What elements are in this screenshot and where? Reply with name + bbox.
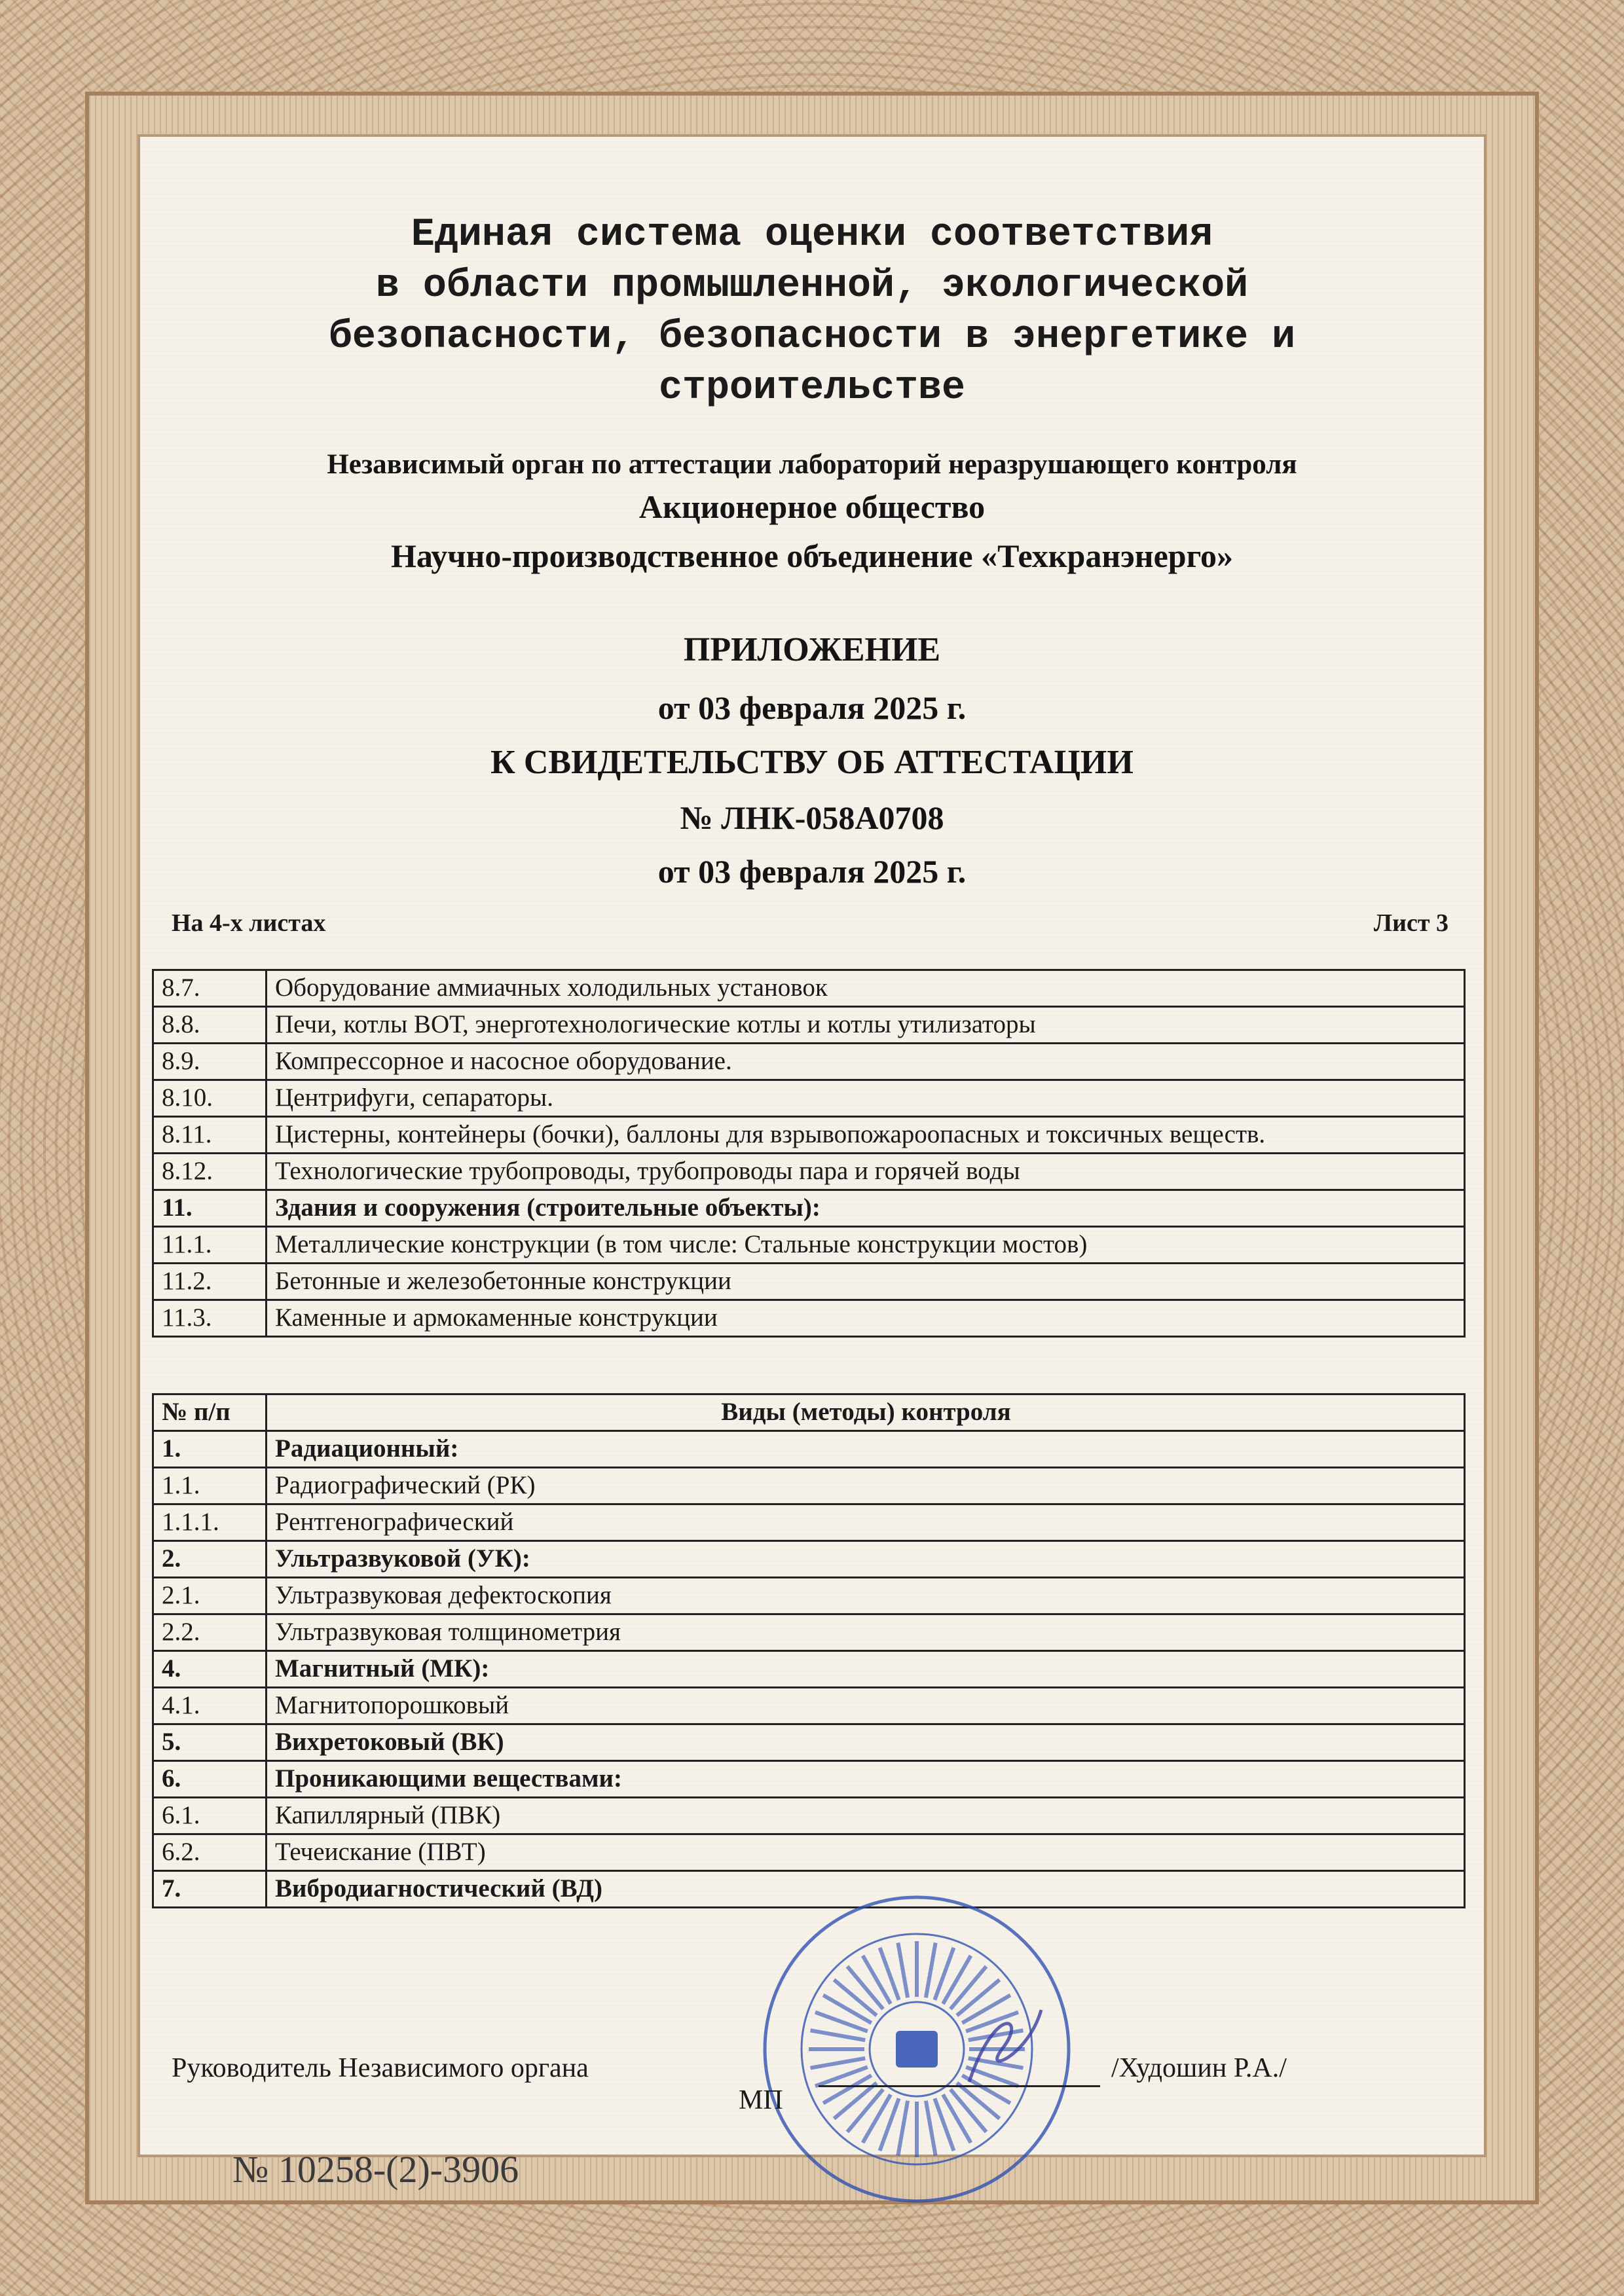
- table-row: [153, 1431, 1465, 1468]
- row-number: 5.: [153, 1724, 267, 1761]
- row-text: Металлические конструкции (в том числе: Стальные конструкции мостов): [267, 1227, 1465, 1264]
- annex-title: ПРИЛОЖЕНИЕ: [683, 631, 941, 668]
- row-text: Магнитный (МК):: [267, 1651, 1465, 1688]
- row-text: Капиллярный (ПВК): [267, 1798, 1465, 1834]
- methods-header-row: [153, 1394, 1465, 1431]
- row-number: 8.10.: [153, 1080, 267, 1117]
- signature-name: /Худошин Р.А./: [1111, 2053, 1287, 2083]
- table-row: [153, 1504, 1465, 1541]
- row-number: 6.: [153, 1761, 267, 1798]
- header-num: № п/п: [153, 1394, 267, 1431]
- table-row: [153, 1724, 1465, 1761]
- row-text: Вибродиагностический (ВД): [267, 1871, 1465, 1908]
- row-text: Радиационный:: [267, 1431, 1465, 1468]
- table-row: [153, 1190, 1465, 1227]
- table-row: [153, 1154, 1465, 1190]
- table-row: [153, 1651, 1465, 1688]
- sheets-total: На 4-х листах: [172, 909, 326, 937]
- row-text: Магнитопорошковый: [267, 1688, 1465, 1724]
- row-number: 8.8.: [153, 1007, 267, 1044]
- row-text: Ультразвуковая толщинометрия: [267, 1614, 1465, 1651]
- methods-table: [152, 1393, 1466, 1908]
- table-row: [153, 1300, 1465, 1337]
- form-number: № 10258-(2)-3906: [232, 2148, 519, 2191]
- row-text: Каменные и армокаменные конструкции: [267, 1300, 1465, 1337]
- annex-date: от 03 февраля 2025 г.: [657, 689, 967, 726]
- system-title-line-3: безопасности, безопасности в энергетике и: [328, 315, 1296, 359]
- row-text: Рентгенографический: [267, 1504, 1465, 1541]
- org-type: Акционерное общество: [638, 488, 986, 525]
- row-number: 6.1.: [153, 1798, 267, 1834]
- table-row: [153, 1007, 1465, 1044]
- header-title: Виды (методы) контроля: [267, 1394, 1465, 1431]
- row-number: 11.1.: [153, 1227, 267, 1264]
- table-row: [153, 1834, 1465, 1871]
- row-number: 2.1.: [153, 1578, 267, 1614]
- row-text: Вихретоковый (ВК): [267, 1724, 1465, 1761]
- table-row: [153, 1578, 1465, 1614]
- row-text: Бетонные и железобетонные конструкции: [267, 1264, 1465, 1300]
- table-row: [153, 1080, 1465, 1117]
- row-number: 8.12.: [153, 1154, 267, 1190]
- row-text: Ультразвуковой (УК):: [267, 1541, 1465, 1578]
- row-number: 4.1.: [153, 1688, 267, 1724]
- row-number: 8.7.: [153, 970, 267, 1007]
- row-text: Течеискание (ПВТ): [267, 1834, 1465, 1871]
- row-text: Оборудование аммиачных холодильных установок: [267, 970, 1465, 1007]
- table-row: [153, 1688, 1465, 1724]
- system-title-line-1: Единая система оценки соответствия: [411, 213, 1213, 257]
- certificate-number: № ЛНК-058А0708: [680, 799, 944, 836]
- sheet-number: Лист 3: [1373, 909, 1449, 937]
- row-number: 2.2.: [153, 1614, 267, 1651]
- table-row: [153, 1761, 1465, 1798]
- row-text: Ультразвуковая дефектоскопия: [267, 1578, 1465, 1614]
- row-number: 1.1.: [153, 1468, 267, 1504]
- row-number: 8.11.: [153, 1117, 267, 1154]
- row-number: 1.1.1.: [153, 1504, 267, 1541]
- row-text: Радиографический (РК): [267, 1468, 1465, 1504]
- to-certificate: К СВИДЕТЕЛЬСТВУ ОБ АТТЕСТАЦИИ: [490, 744, 1134, 781]
- row-text: Технологические трубопроводы, трубопроводы пара и горячей воды: [267, 1154, 1465, 1190]
- signature-position: Руководитель Независимого органа: [172, 2053, 589, 2083]
- organ-line: Независимый орган по аттестации лабораторий неразрушающего контроля: [327, 449, 1297, 480]
- row-number: 11.2.: [153, 1264, 267, 1300]
- table-row: [153, 1614, 1465, 1651]
- row-number: 2.: [153, 1541, 267, 1578]
- table-row: [153, 1044, 1465, 1080]
- table-row: [153, 1264, 1465, 1300]
- table-row: [153, 1227, 1465, 1264]
- org-name: Научно-производственное объединение «Техкранэнерго»: [390, 538, 1234, 574]
- row-text: Здания и сооружения (строительные объекты):: [267, 1190, 1465, 1227]
- table-row: [153, 970, 1465, 1007]
- row-number: 11.3.: [153, 1300, 267, 1337]
- system-title-line-2: в области промышленной, экологической: [375, 264, 1249, 308]
- row-number: 6.2.: [153, 1834, 267, 1871]
- row-text: Печи, котлы ВОТ, энерготехнологические котлы и котлы утилизаторы: [267, 1007, 1465, 1044]
- table-row: [153, 1468, 1465, 1504]
- row-number: 1.: [153, 1431, 267, 1468]
- sheet-info: [172, 909, 1449, 938]
- mp-mark: МП: [739, 2085, 783, 2115]
- objects-table: [152, 969, 1466, 1338]
- table-row: [153, 1541, 1465, 1578]
- row-text: Цистерны, контейнеры (бочки), баллоны для взрывопожароопасных и токсичных веществ.: [267, 1117, 1465, 1154]
- table-row: [153, 1798, 1465, 1834]
- row-text: Компрессорное и насосное оборудование.: [267, 1044, 1465, 1080]
- signature-line: [819, 2085, 1100, 2087]
- row-number: 4.: [153, 1651, 267, 1688]
- certificate-date: от 03 февраля 2025 г.: [657, 853, 967, 890]
- row-text: Центрифуги, сепараторы.: [267, 1080, 1465, 1117]
- table-row: [153, 1117, 1465, 1154]
- row-number: 8.9.: [153, 1044, 267, 1080]
- official-stamp: [753, 1886, 1080, 2213]
- row-number: 7.: [153, 1871, 267, 1908]
- system-title-line-4: строительстве: [658, 366, 966, 410]
- row-number: 11.: [153, 1190, 267, 1227]
- row-text: Проникающими веществами:: [267, 1761, 1465, 1798]
